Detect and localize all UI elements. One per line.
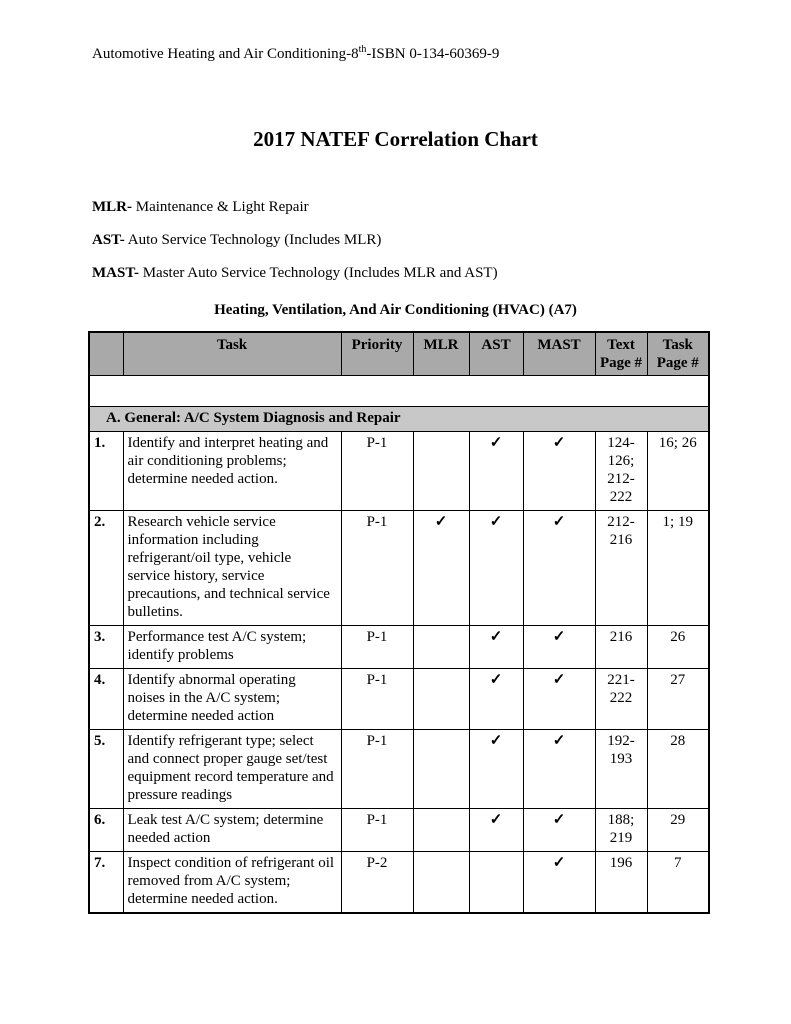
definition-ast-term: AST- [92, 232, 125, 248]
row-number: 7. [89, 852, 123, 914]
definition-mast-term: MAST- [92, 265, 139, 281]
task-page-cell: 28 [647, 730, 709, 809]
text-page-cell: 212-216 [595, 511, 647, 626]
section-row-a [89, 407, 709, 432]
task-cell: Identify and interpret heating and air conditioning problems; determine needed action. [123, 432, 341, 511]
spacer-cell [89, 376, 709, 407]
header-task: Task [123, 332, 341, 376]
mast-check-cell: ✓ [523, 432, 595, 511]
task-page-cell: 1; 19 [647, 511, 709, 626]
definition-ast [92, 231, 791, 249]
mlr-check-cell [413, 626, 469, 669]
definition-mlr [92, 198, 791, 216]
task-cell: Identify refrigerant type; select and connect proper gauge set/test equipment record temperature and pressure readings [123, 730, 341, 809]
task-page-cell: 29 [647, 809, 709, 852]
natef-correlation-table [88, 331, 710, 914]
task-page-cell: 26 [647, 626, 709, 669]
ast-check-cell: ✓ [469, 669, 523, 730]
ast-check-cell: ✓ [469, 809, 523, 852]
mast-check-cell: ✓ [523, 809, 595, 852]
mast-check-cell: ✓ [523, 730, 595, 809]
priority-cell: P-1 [341, 626, 413, 669]
text-page-cell: 196 [595, 852, 647, 914]
header-superscript: th [358, 44, 367, 55]
header-mast: MAST [523, 332, 595, 376]
definition-mlr-text: Maintenance & Light Repair [132, 199, 309, 215]
table-row [89, 511, 709, 626]
priority-cell: P-1 [341, 511, 413, 626]
definition-mlr-term: MLR- [92, 199, 132, 215]
spacer-row [89, 376, 709, 407]
header-text-page: Text Page # [595, 332, 647, 376]
page-title: 2017 NATEF Correlation Chart [253, 127, 538, 151]
section-a-label: A. General: A/C System Diagnosis and Repair [89, 407, 709, 432]
definition-mast-text: Master Auto Service Technology (Includes MLR and AST) [138, 265, 498, 281]
task-page-cell: 7 [647, 852, 709, 914]
priority-cell: P-2 [341, 852, 413, 914]
header-task-page: Task Page # [647, 332, 709, 376]
definition-mast [92, 264, 791, 282]
ast-check-cell [469, 852, 523, 914]
header-ast: AST [469, 332, 523, 376]
section-heading-hvac: Heating, Ventilation, And Air Conditioning (HVAC) (A7) [214, 302, 577, 318]
task-cell: Performance test A/C system; identify problems [123, 626, 341, 669]
header-suffix: -ISBN 0-134-60369-9 [366, 46, 500, 62]
header-mlr: MLR [413, 332, 469, 376]
mlr-check-cell [413, 730, 469, 809]
task-page-cell: 16; 26 [647, 432, 709, 511]
text-page-cell: 124-126; 212-222 [595, 432, 647, 511]
table-header-row [89, 332, 709, 376]
table-row [89, 809, 709, 852]
header-priority: Priority [341, 332, 413, 376]
row-number: 3. [89, 626, 123, 669]
definitions-list [92, 198, 791, 282]
ast-check-cell: ✓ [469, 432, 523, 511]
row-number: 2. [89, 511, 123, 626]
document-header [92, 44, 791, 63]
priority-cell: P-1 [341, 432, 413, 511]
task-cell: Identify abnormal operating noises in the A/C system; determine needed action [123, 669, 341, 730]
mlr-check-cell [413, 809, 469, 852]
task-cell: Research vehicle service information including refrigerant/oil type, vehicle service history, service precautions, and technical service bulletins. [123, 511, 341, 626]
mast-check-cell: ✓ [523, 626, 595, 669]
table-row [89, 626, 709, 669]
mast-check-cell: ✓ [523, 852, 595, 914]
row-number: 5. [89, 730, 123, 809]
table-row [89, 852, 709, 914]
table-row [89, 730, 709, 809]
definition-ast-text: Auto Service Technology (Includes MLR) [124, 232, 382, 248]
text-page-cell: 221-222 [595, 669, 647, 730]
ast-check-cell: ✓ [469, 730, 523, 809]
text-page-cell: 188; 219 [595, 809, 647, 852]
table-row [89, 432, 709, 511]
mast-check-cell: ✓ [523, 511, 595, 626]
row-number: 1. [89, 432, 123, 511]
text-page-cell: 192-193 [595, 730, 647, 809]
header-prefix: Automotive Heating and Air Conditioning-8 [92, 46, 359, 62]
table-row [89, 669, 709, 730]
ast-check-cell: ✓ [469, 626, 523, 669]
row-number: 6. [89, 809, 123, 852]
priority-cell: P-1 [341, 669, 413, 730]
ast-check-cell: ✓ [469, 511, 523, 626]
header-num [89, 332, 123, 376]
priority-cell: P-1 [341, 730, 413, 809]
row-number: 4. [89, 669, 123, 730]
task-cell: Leak test A/C system; determine needed action [123, 809, 341, 852]
priority-cell: P-1 [341, 809, 413, 852]
mlr-check-cell [413, 852, 469, 914]
task-page-cell: 27 [647, 669, 709, 730]
mlr-check-cell [413, 432, 469, 511]
mlr-check-cell: ✓ [413, 511, 469, 626]
text-page-cell: 216 [595, 626, 647, 669]
task-cell: Inspect condition of refrigerant oil removed from A/C system; determine needed action. [123, 852, 341, 914]
mast-check-cell: ✓ [523, 669, 595, 730]
mlr-check-cell [413, 669, 469, 730]
